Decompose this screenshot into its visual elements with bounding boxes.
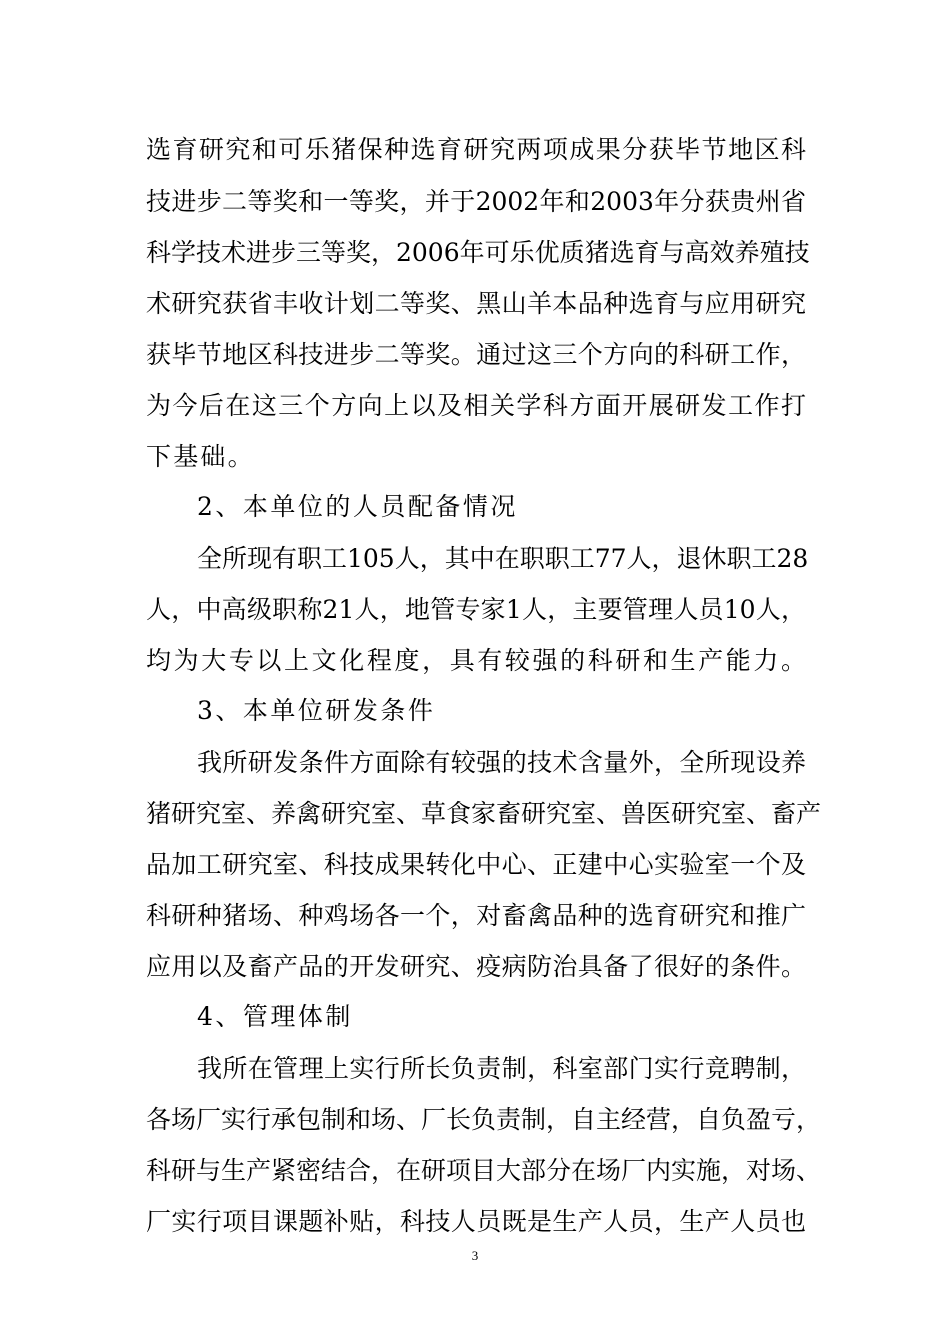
body-line-14: 猪研究室、养禽研究室、草食家畜研究室、兽医研究室、畜产 <box>146 799 822 828</box>
body-line-6: 为今后在这三个方向上以及相关学科方面开展研发工作打 <box>146 391 806 420</box>
page-number: 3 <box>471 1248 479 1263</box>
section-heading-2: 2、本单位的人员配备情况 <box>197 492 518 521</box>
body-line-11: 均为大专以上文化程度，具有较强的科研和生产能力。 <box>146 646 806 675</box>
body-line-20: 各场厂实行承包制和场、厂长负责制，自主经营，自负盈亏， <box>146 1105 822 1134</box>
body-line-2: 技进步二等奖和一等奖，并于2002年和2003年分获贵州省 <box>146 187 806 216</box>
body-line-9: 全所现有职工105人，其中在职职工77人，退休职工28 <box>197 544 809 573</box>
body-line-13: 我所研发条件方面除有较强的技术含量外，全所现设养 <box>197 748 806 777</box>
body-line-21: 科研与生产紧密结合，在研项目大部分在场厂内实施，对场、 <box>146 1156 822 1185</box>
body-line-16: 科研种猪场、种鸡场各一个，对畜禽品种的选育研究和推广 <box>146 901 806 930</box>
body-line-10: 人，中高级职称21人，地管专家1人，主要管理人员10人， <box>146 595 806 624</box>
body-line-3: 科学技术进步三等奖，2006年可乐优质猪选育与高效养殖技 <box>146 238 810 267</box>
body-line-1: 选育研究和可乐猪保种选育研究两项成果分获毕节地区科 <box>146 135 806 164</box>
body-line-4: 术研究获省丰收计划二等奖、黑山羊本品种选育与应用研究 <box>146 289 806 318</box>
section-heading-3: 3、本单位研发条件 <box>197 696 436 725</box>
body-line-5: 获毕节地区科技进步二等奖。通过这三个方向的科研工作， <box>146 340 806 369</box>
body-line-19: 我所在管理上实行所长负责制，科室部门实行竞聘制， <box>197 1054 806 1083</box>
body-line-22: 厂实行项目课题补贴，科技人员既是生产人员，生产人员也 <box>146 1207 806 1236</box>
body-line-15: 品加工研究室、科技成果转化中心、正建中心实验室一个及 <box>146 850 806 879</box>
body-line-17: 应用以及畜产品的开发研究、疫病防治具备了很好的条件。 <box>146 952 806 981</box>
section-heading-4: 4、管理体制 <box>197 1002 353 1031</box>
body-line-7: 下基础。 <box>146 442 255 471</box>
